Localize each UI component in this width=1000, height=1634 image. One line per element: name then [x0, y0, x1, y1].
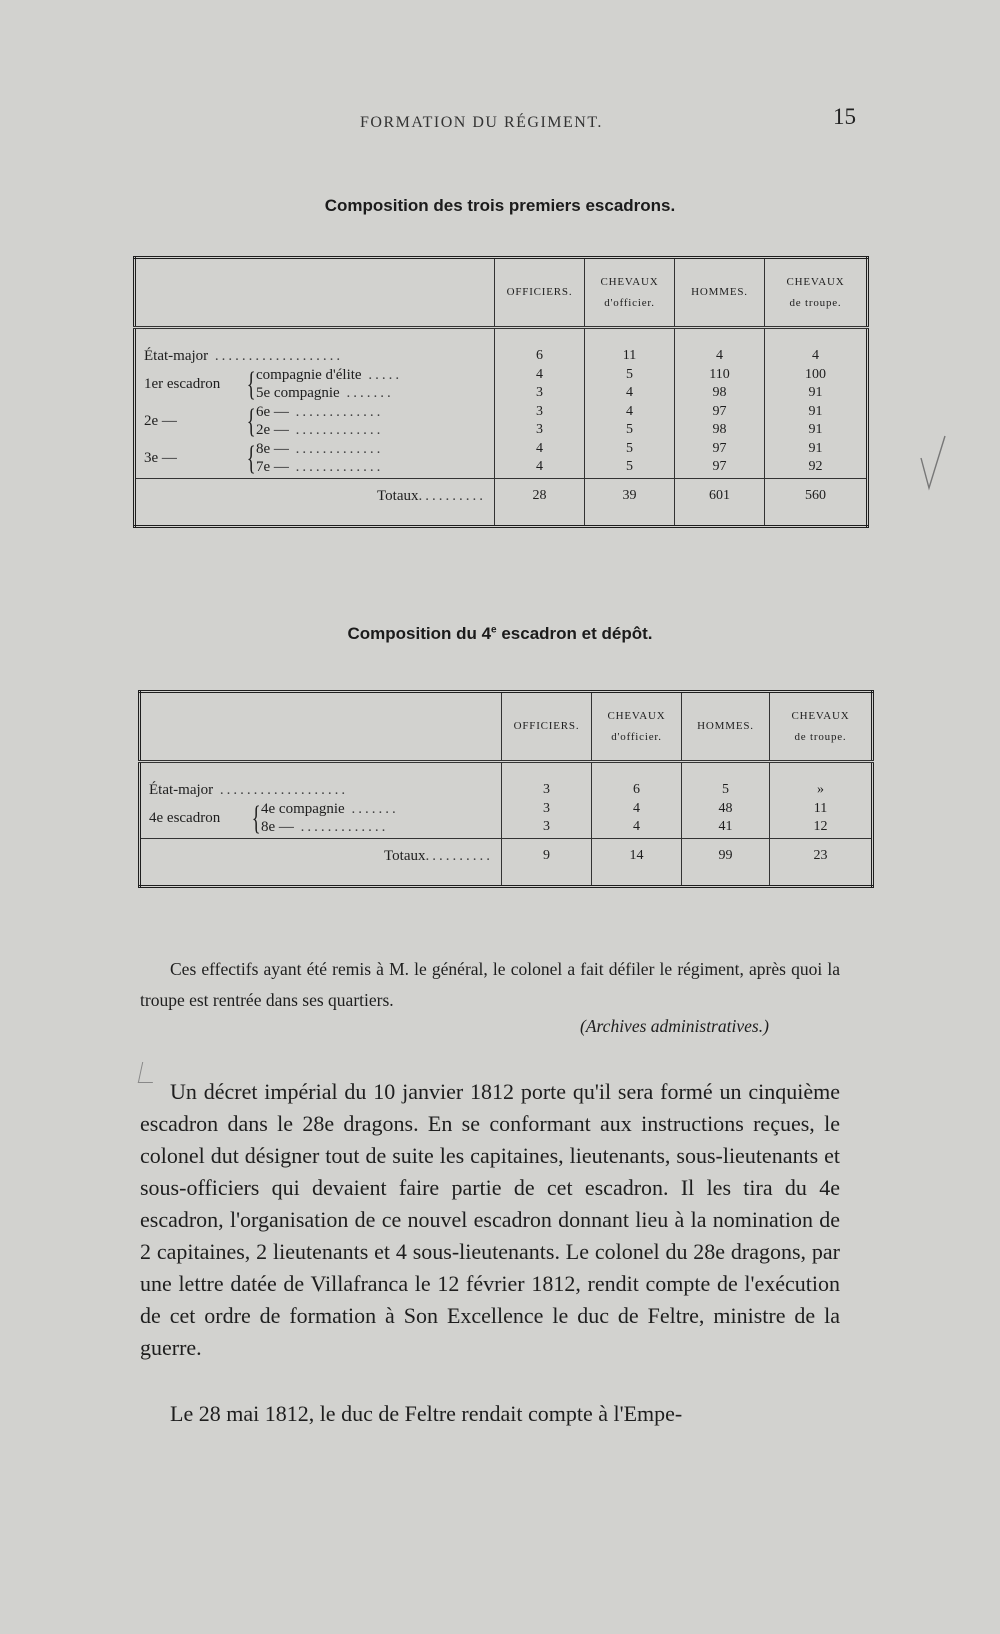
column-chevaux-officier: [592, 762, 682, 839]
cell: 98: [712, 385, 727, 400]
header-line: CHEVAUX: [607, 709, 666, 722]
paragraph-continuation: Le 28 mai 1812, le duc de Feltre rendait compte à l'Empe-: [170, 1401, 683, 1426]
cell: 98: [712, 422, 727, 437]
table2-header-blank: [140, 692, 502, 762]
table2-header-chevaux-troupe: [770, 692, 873, 762]
cell: 91: [808, 385, 823, 400]
cell: 3: [536, 422, 543, 437]
table1-header-chevaux-officier: [585, 258, 675, 328]
row-label: 8e —: [256, 440, 289, 457]
column-hommes: [675, 328, 765, 479]
cell: 4: [716, 348, 723, 363]
row-label: 2e —: [256, 422, 289, 438]
row-label: 4e compagnie: [261, 800, 345, 817]
column-chevaux-troupe: [770, 762, 873, 839]
cell: 5: [722, 782, 729, 797]
cell: 3: [543, 800, 550, 816]
row-labels: État-major ................... 1er escadron { compagnie d'élite ..... 5e compagnie ....... 2e — { 6e — ............. 2e — ............. 3e — { 8e — ............. 7e — .............: [144, 348, 403, 477]
caption-text: escadron et dépôt.: [496, 624, 653, 643]
cell: 4: [536, 366, 543, 382]
cell: 100: [805, 366, 826, 382]
cell: 4: [536, 459, 543, 474]
table1-header-blank: [135, 258, 495, 328]
cell: 5: [626, 366, 633, 382]
row-label: 6e —: [256, 403, 289, 420]
cell: 41: [718, 819, 733, 834]
cell: 91: [808, 440, 823, 456]
cell: 99: [682, 838, 770, 887]
source-citation: (Archives administratives.): [580, 1016, 769, 1036]
cell: 14: [592, 838, 682, 887]
header-line: de troupe.: [789, 296, 842, 309]
header-line: d'officier.: [604, 296, 655, 309]
group-label: 3e —: [144, 449, 177, 466]
cell: 6: [633, 782, 640, 797]
table2: [138, 690, 874, 888]
totals-label: Totaux..........: [135, 478, 495, 527]
group-label: 2e —: [144, 412, 177, 429]
cell: 91: [808, 422, 823, 437]
paragraph-effectifs: Ces effectifs ayant été remis à M. le général, le colonel a fait défiler le régiment, après quoi la troupe est rentrée dans ses quartiers.: [140, 959, 840, 1010]
cell: 5: [626, 440, 633, 456]
group-label: 4e escadron: [149, 809, 221, 826]
cell: 97: [712, 403, 727, 419]
cell: 601: [675, 478, 765, 527]
totals-label: Totaux..........: [140, 838, 502, 887]
table2-header-officiers: OFFICIERS.: [502, 692, 592, 762]
brace-icon: {: [246, 439, 256, 477]
totals-row: [135, 478, 868, 527]
cell: 5: [626, 459, 633, 474]
cell: 4: [626, 385, 633, 400]
row-label: 7e —: [256, 459, 289, 475]
paragraph-decret: Un décret impérial du 10 janvier 1812 porte qu'il sera formé un cinquième escadron dans le 28e dragons. En se conformant aux instructions reçues, le colonel dut désigner tout de suite les capitaines, lieutenants, sous-lieutenants et sous-officiers qui devaient faire partie de cet escadron. Il les tira du 4e escadron, l'organisation de ce nouvel escadron donnant lieu à la nomination de 2 capitaines, 2 lieutenants et 4 sous-lieutenants. Le colonel du 28e dragons, par une lettre datée de Villafranca le 12 février 1812, rendit compte de l'exécution de cet ordre de formation à Son Excellence le duc de Feltre, ministre de la guerre.: [140, 1079, 840, 1360]
cell: 39: [585, 478, 675, 527]
cell: 5: [626, 422, 633, 437]
table-row: [135, 328, 868, 479]
caption-text: Composition du 4: [347, 624, 492, 643]
totals-label-text: Totaux: [377, 487, 419, 504]
cell: 560: [765, 478, 868, 527]
cell: 23: [770, 838, 873, 887]
cell: »: [817, 782, 824, 797]
totals-label-text: Totaux: [384, 847, 426, 864]
group-label: 1er escadron: [144, 375, 221, 392]
brace-icon: {: [251, 799, 261, 837]
brace-icon: {: [246, 402, 256, 440]
header-line: CHEVAUX: [786, 275, 845, 288]
cell: 92: [808, 459, 823, 474]
column-officiers: [502, 762, 592, 839]
running-head: FORMATION DU RÉGIMENT.: [360, 114, 603, 131]
header-line: CHEVAUX: [791, 709, 850, 722]
row-label: 8e —: [261, 819, 294, 835]
cell: 97: [712, 440, 727, 456]
cell: 91: [808, 403, 823, 419]
table1-caption: Composition des trois premiers escadrons.: [324, 196, 676, 215]
table1-header-officiers: OFFICIERS.: [495, 258, 585, 328]
totals-row: [140, 838, 873, 887]
column-hommes: [682, 762, 770, 839]
header-line: de troupe.: [794, 730, 847, 743]
table2-header-chevaux-officier: [592, 692, 682, 762]
cell: 3: [536, 385, 543, 400]
cell: 110: [709, 366, 730, 382]
cell: 6: [536, 348, 543, 363]
cell: 3: [543, 819, 550, 834]
row-label: compagnie d'élite: [256, 366, 362, 383]
table1-header-hommes: HOMMES.: [675, 258, 765, 328]
row-label: État-major: [144, 348, 209, 364]
header-line: d'officier.: [611, 730, 662, 743]
cell: 4: [633, 819, 640, 834]
cell: 3: [543, 782, 550, 797]
cell: 4: [812, 348, 819, 363]
table1-header-chevaux-troupe: [765, 258, 868, 328]
cell: 11: [622, 348, 637, 363]
column-officiers: [495, 328, 585, 479]
caption-sup: e: [491, 624, 497, 636]
column-chevaux-officier: [585, 328, 675, 479]
pencil-mark-icon: [915, 428, 955, 518]
cell: 48: [718, 800, 733, 816]
table1: [133, 256, 869, 528]
cell: 11: [813, 800, 828, 816]
cell: 3: [536, 403, 543, 419]
cell: 12: [813, 819, 828, 834]
cell: 28: [495, 478, 585, 527]
cell: 4: [633, 800, 640, 816]
cell: 4: [626, 403, 633, 419]
brace-icon: {: [246, 365, 256, 403]
table2-caption: [0, 624, 1000, 644]
header-line: CHEVAUX: [600, 275, 659, 288]
table-row: [140, 762, 873, 839]
row-label: 5e compagnie: [256, 385, 340, 401]
column-chevaux-troupe: [765, 328, 868, 479]
cell: 4: [536, 440, 543, 456]
row-label: État-major: [149, 782, 214, 798]
page-number: 15: [833, 104, 856, 129]
row-labels: État-major ................... 4e escadron { 4e compagnie ....... 8e — .............: [149, 782, 399, 837]
cell: 9: [502, 838, 592, 887]
table2-header-hommes: HOMMES.: [682, 692, 770, 762]
cell: 97: [712, 459, 727, 474]
